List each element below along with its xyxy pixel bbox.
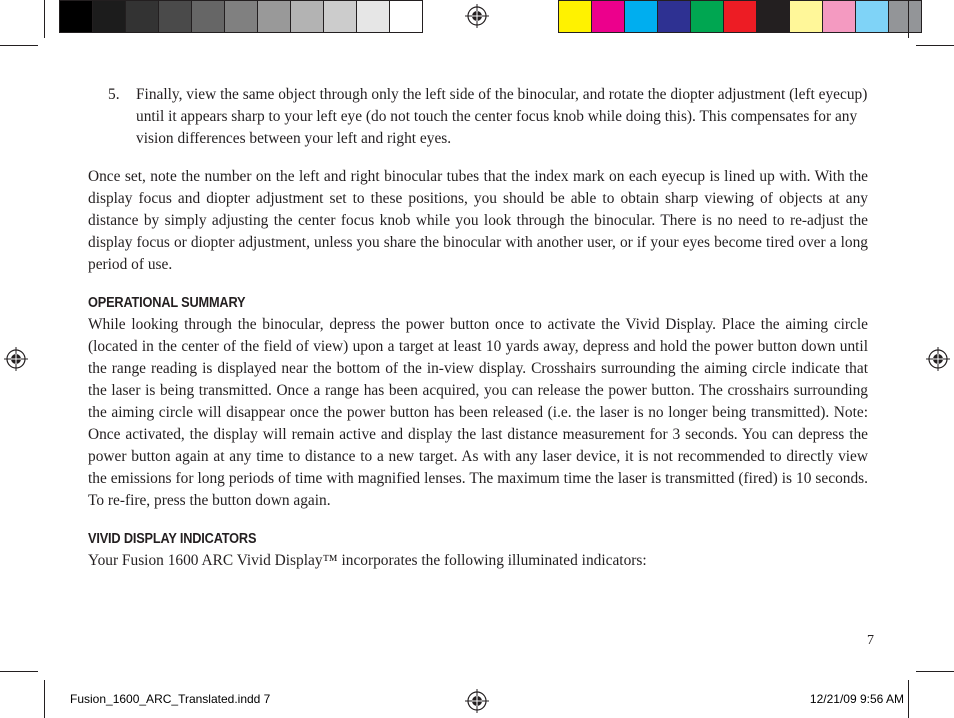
grayscale-swatch-6 xyxy=(225,0,258,33)
slug-datetime: 12/21/09 9:56 AM xyxy=(809,692,904,706)
crop-mark-top-left-vertical xyxy=(44,0,45,38)
crop-mark-top-right-vertical xyxy=(908,0,909,38)
process-color-swatch-6 xyxy=(724,0,757,33)
grayscale-swatch-3 xyxy=(126,0,159,33)
grayscale-swatch-8 xyxy=(291,0,324,33)
process-color-swatch-5 xyxy=(691,0,724,33)
crop-mark-bottom-left-vertical xyxy=(44,680,45,718)
paragraph-operational-summary: While looking through the binocular, depress the power button once to activate the Vivid Display. Place the aiming circle (located in the center of the field of view) upon a target at least 10 yards away, depress and hold the power button down until the range reading is displayed near the bottom of the in-view display. Crosshairs surrounding the aiming circle indicate that the laser is being transmitted. Once a range has been acquired, you can release the power button. The crosshairs surrounding the aiming circle will disappear once the power button has been released (i.e. the laser is no longer being transmitted). Note: Once activated, the display will remain active and display the last distance measurement for 3 seconds. You can depress the power button again at any time to distance to a new target. As with any laser device, it is not recommended to directly view the emissions for long periods of time with magnified lenses. The maximum time the laser is transmitted (fired) is 10 seconds. To re-fire, press the button down again. xyxy=(88,316,868,509)
grayscale-swatch-9 xyxy=(324,0,357,33)
crop-mark-bottom-right-horizontal xyxy=(916,671,954,672)
grayscale-swatch-4 xyxy=(159,0,192,33)
process-color-swatch-1 xyxy=(558,0,592,33)
paragraph-vivid-display: Your Fusion 1600 ARC Vivid Display™ incorporates the following illuminated indicators: xyxy=(88,552,647,569)
process-color-swatch-3 xyxy=(625,0,658,33)
page-number: 7 xyxy=(867,633,874,648)
crop-mark-bottom-right-vertical xyxy=(908,680,909,718)
registration-mark-icon xyxy=(4,347,28,371)
heading-operational-summary: OPERATIONAL SUMMARY xyxy=(88,295,246,311)
list-item-step-5 xyxy=(108,84,868,150)
list-item-text: Finally, view the same object through only the left side of the binocular, and rotate the diopter adjustment (left eyecup) until it appears sharp to your left eye (do not touch the center focus knob while doing this). This compensates for any vision differences between your left and right eyes. xyxy=(136,86,868,147)
grayscale-swatch-11 xyxy=(390,0,423,33)
slug-file-name: Fusion_1600_ARC_Translated.indd 7 xyxy=(70,692,271,706)
registration-mark-icon xyxy=(926,347,950,371)
process-color-swatch-7 xyxy=(757,0,790,33)
grayscale-swatch-7 xyxy=(258,0,291,33)
grayscale-swatch-10 xyxy=(357,0,390,33)
process-color-swatch-4 xyxy=(658,0,691,33)
registration-mark-icon xyxy=(465,4,489,28)
process-color-bar xyxy=(558,0,922,33)
crop-mark-bottom-left-horizontal xyxy=(0,671,38,672)
heading-vivid-display-indicators: VIVID DISPLAY INDICATORS xyxy=(88,531,257,547)
page-content xyxy=(88,84,868,588)
process-color-swatch-11 xyxy=(889,0,922,33)
grayscale-color-bar xyxy=(59,0,423,33)
process-color-swatch-9 xyxy=(823,0,856,33)
process-color-swatch-2 xyxy=(592,0,625,33)
process-color-swatch-8 xyxy=(790,0,823,33)
registration-mark-icon xyxy=(465,689,489,713)
list-item-number: 5. xyxy=(108,86,120,103)
process-color-swatch-10 xyxy=(856,0,889,33)
grayscale-swatch-2 xyxy=(93,0,126,33)
paragraph-once-set: Once set, note the number on the left and right binocular tubes that the index mark on each eyecup is lined up with. With the display focus and diopter adjustment set to these positions, you should be able to obtain sharp viewing of objects at any distance by simply adjusting the center focus knob while you look through the binocular. There is no need to re-adjust the display focus or diopter adjustment, unless you share the binocular with another user, or if your eyes become tired over a long period of use. xyxy=(88,168,868,273)
grayscale-swatch-1 xyxy=(59,0,93,33)
crop-mark-top-left-horizontal xyxy=(0,45,38,46)
grayscale-swatch-5 xyxy=(192,0,225,33)
crop-mark-top-right-horizontal xyxy=(916,45,954,46)
